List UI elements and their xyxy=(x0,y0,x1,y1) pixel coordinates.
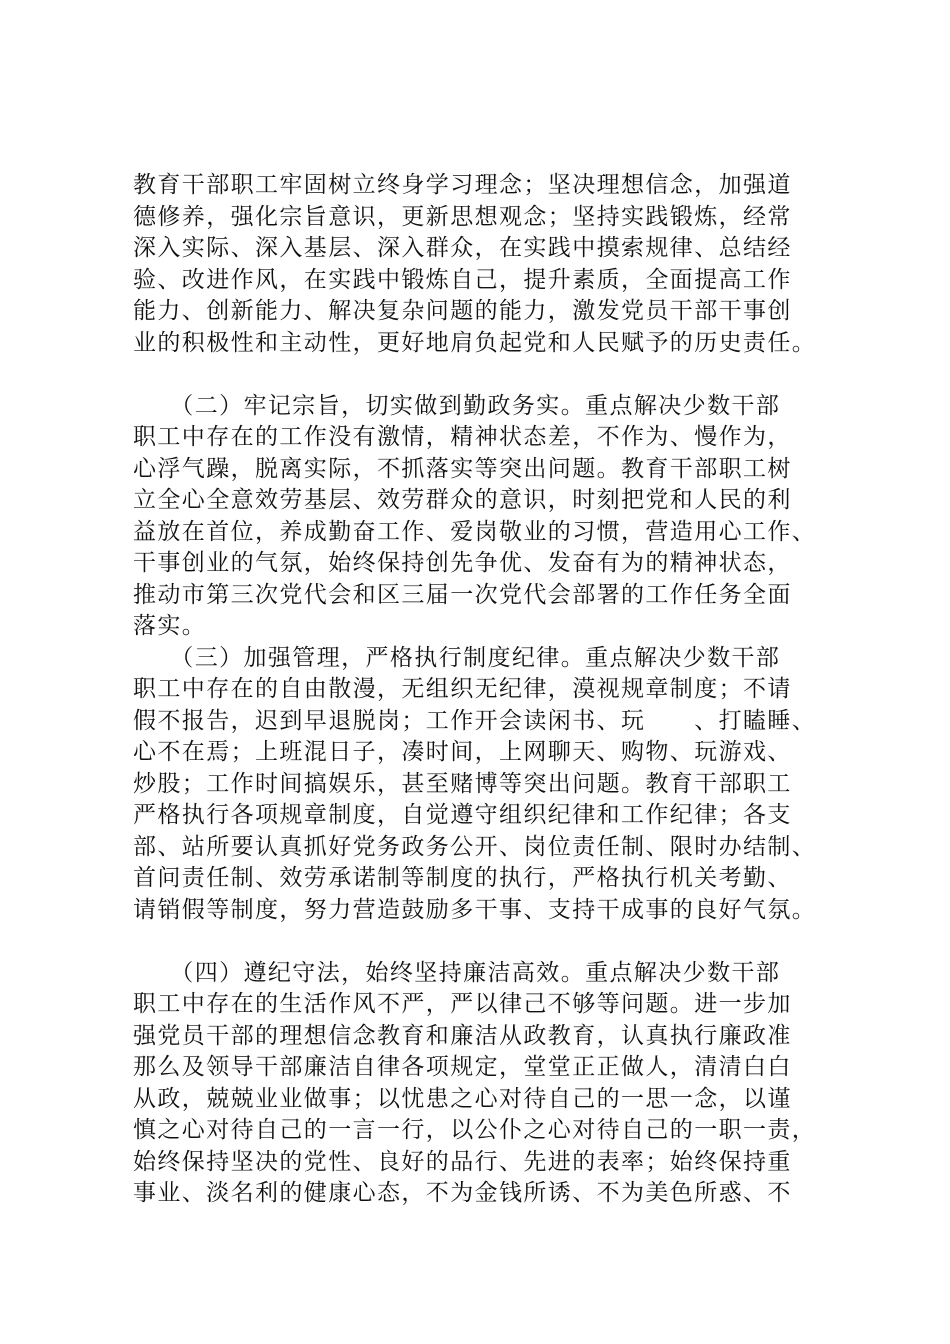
text-line: 落实。 xyxy=(133,613,207,639)
text-line: 请销假等制度，努力营造鼓励多干事、支持干成事的良好气氛。 xyxy=(133,896,817,923)
text-line: 炒股；工作时间搞娱乐，甚至赌博等突出问题。教育干部职工 xyxy=(133,770,792,797)
paragraph-gap xyxy=(133,926,833,958)
text-line: 职工中存在的自由散漫，无组织无纪律，漠视规章制度；不请 xyxy=(133,676,792,702)
text-line: 验、改进作风，在实践中锻炼自己，提升素质，全面提高工作 xyxy=(133,266,792,293)
text-line: （四）遵纪守法，始终坚持廉洁高效。重点解决少数干部 xyxy=(133,959,781,986)
text-line: 部、站所要认真抓好党务政务公开、岗位责任制、限时办结制、 xyxy=(133,833,817,860)
text-line: 职工中存在的工作没有激情，精神状态差，不作为、慢作为， xyxy=(133,424,792,450)
text-line: 业的积极性和主动性，更好地肩负起党和人民赋予的历史责任。 xyxy=(133,329,817,356)
text-line: 严格执行各项规章制度，自觉遵守组织纪律和工作纪律；各支 xyxy=(133,802,792,828)
document-body xyxy=(133,170,833,1210)
text-line: 深入实际、深入基层、深入群众，在实践中摸索规律、总结经 xyxy=(133,235,792,261)
text-line: 益放在首位，养成勤奋工作、爱岗敬业的习惯，营造用心工作、 xyxy=(133,518,817,545)
text-line: 心浮气躁，脱离实际，不抓落实等突出问题。教育干部职工树 xyxy=(133,455,792,482)
text-line: 立全心全意效劳基层、效劳群众的意识，时刻把党和人民的利 xyxy=(133,487,792,513)
paragraph-gap xyxy=(133,359,833,391)
text-line: 事业、淡名利的健康心态，不为金钱所诱、不为美色所惑、不 xyxy=(133,1180,792,1206)
text-line: 教育干部职工牢固树立终身学习理念；坚决理想信念，加强道 xyxy=(133,172,792,198)
text-line: 干事创业的气氛，始终保持创先争优、发奋有为的精神状态， xyxy=(133,550,792,576)
text-line: 始终保持坚决的党性、良好的品行、先进的表率；始终保持重 xyxy=(133,1148,792,1175)
text-line: 那么及领导干部廉洁自律各项规定，堂堂正正做人，清清白白 xyxy=(133,1054,792,1080)
text-line: 能力、创新能力、解决复杂问题的能力，激发党员干部干事创 xyxy=(133,298,792,324)
text-line: 强党员干部的理想信念教育和廉洁从政教育，认真执行廉政准 xyxy=(133,1022,792,1049)
text-line: 从政，兢兢业业做事；以忧患之心对待自己的一思一念，以谨 xyxy=(133,1085,792,1112)
text-line: （三）加强管理，严格执行制度纪律。重点解决少数干部 xyxy=(133,644,781,671)
text-line: 德修养，强化宗旨意识，更新思想观念；坚持实践锻炼，经常 xyxy=(133,203,792,230)
text-line: 职工中存在的生活作风不严，严以律己不够等问题。进一步加 xyxy=(133,991,792,1017)
text-line: （二）牢记宗旨，切实做到勤政务实。重点解决少数干部 xyxy=(133,392,781,419)
text-line: 慎之心对待自己的一言一行，以公仆之心对待自己的一职一责， xyxy=(133,1117,817,1143)
text-line: 假不报告，迟到早退脱岗；工作开会读闲书、玩 、打瞌睡、 xyxy=(133,707,817,734)
text-line: 心不在焉；上班混日子，凑时间，上网聊天、购物、玩游戏、 xyxy=(133,739,792,765)
text-line: 推动市第三次党代会和区三届一次党代会部署的工作任务全面 xyxy=(133,581,792,608)
text-line: 首问责任制、效劳承诺制等制度的执行，严格执行机关考勤、 xyxy=(133,865,792,891)
